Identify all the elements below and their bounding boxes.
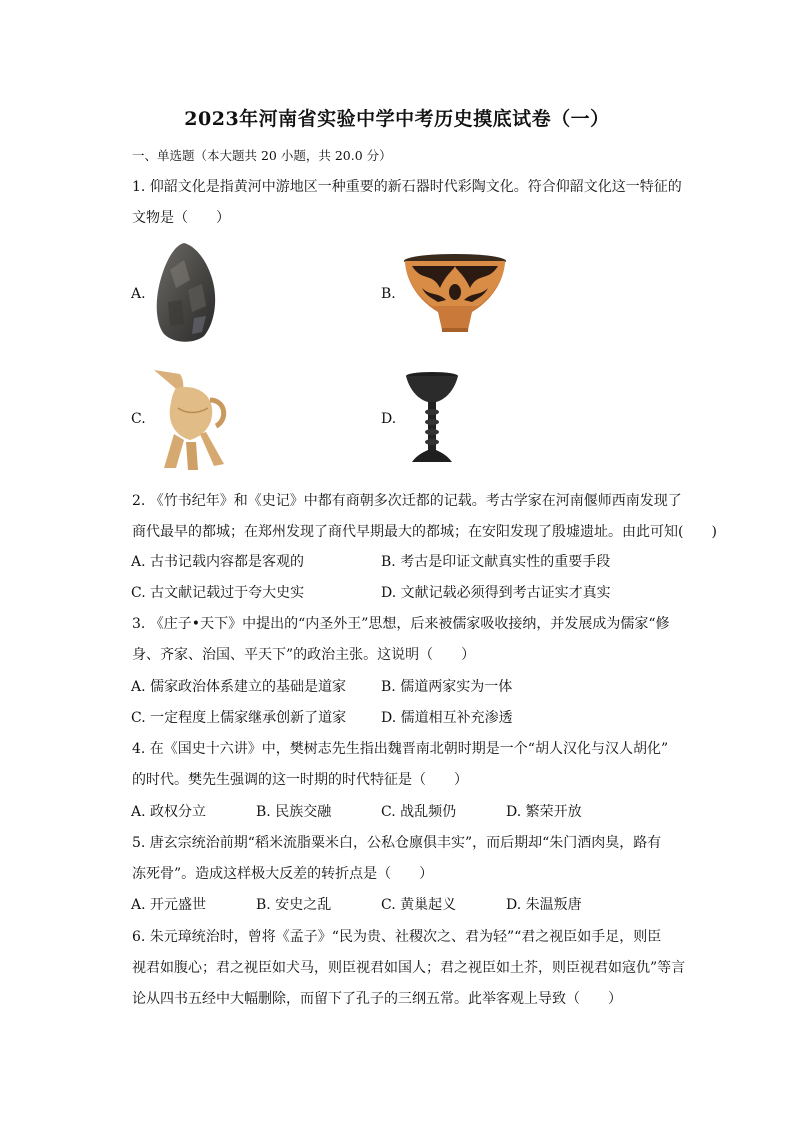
- q4-stem-line2: 的时代。樊先生强调的这一时期的时代特征是（ ）: [132, 772, 468, 788]
- q2-option-a[interactable]: A. 古书记载内容都是客观的: [131, 554, 305, 570]
- q3-stem-line1: 3. 《庄子•天下》中提出的“内圣外王”思想，后来被儒家吸收接纳，并发展成为儒家“修: [132, 616, 670, 632]
- q2-stem-line2: 商代最早的都城；在郑州发现了商代早期最大的都城；在安阳发现了殷墟遗址。由此可知( ): [132, 524, 717, 540]
- q3-option-c[interactable]: C. 一定程度上儒家继承创新了道家: [131, 710, 347, 726]
- q3-stem-line2: 身、齐家、治国、平天下”的政治主张。这说明（ ）: [132, 647, 476, 663]
- painted-pottery-basin-image: [402, 252, 508, 334]
- q2-stem-line1: 2. 《竹书纪年》和《史记》中都有商朝多次迁都的记载。考古学家在河南偃师西南发现了: [132, 493, 682, 509]
- pottery-gui-image: [150, 364, 232, 472]
- q2-option-c[interactable]: C. 古文献记载过于夸大史实: [131, 585, 305, 601]
- q1-option-c-label[interactable]: C.: [131, 411, 146, 427]
- q4-option-d[interactable]: D. 繁荣开放: [506, 804, 582, 820]
- q1-stem-line2: 文物是（ ）: [132, 210, 230, 226]
- q6-stem-line1: 6. 朱元璋统治时，曾将《孟子》“民为贵、社稷次之、君为轻”“君之视臣如手足，则臣: [132, 929, 662, 945]
- q3-option-a[interactable]: A. 儒家政治体系建立的基础是道家: [131, 679, 347, 695]
- q4-option-b[interactable]: B. 民族交融: [256, 804, 332, 820]
- q2-option-b[interactable]: B. 考古是印证文献真实性的重要手段: [381, 554, 611, 570]
- q4-option-a[interactable]: A. 政权分立: [131, 804, 207, 820]
- q5-option-a[interactable]: A. 开元盛世: [131, 897, 207, 913]
- q4-stem-line1: 4. 在《国史十六讲》中，樊树志先生指出魏晋南北朝时期是一个“胡人汉化与汉人胡化”: [132, 741, 669, 757]
- q5-stem-line1: 5. 唐玄宗统治前期“稻米流脂粟米白，公私仓廪俱丰实”，而后期却“朱门酒肉臭，路有: [132, 835, 662, 851]
- q1-option-a-label[interactable]: A.: [131, 286, 146, 302]
- q6-stem-line3: 论从四书五经中大幅删除，而留下了孔子的三纲五常。此举客观上导致（ ）: [132, 991, 622, 1007]
- q5-stem-line2: 冻死骨”。造成这样极大反差的转折点是（ ）: [132, 866, 434, 882]
- q5-option-c[interactable]: C. 黄巢起义: [381, 897, 457, 913]
- stone-tool-image: [150, 240, 220, 346]
- exam-title: 2023年河南省实验中学中考历史摸底试卷（一）: [184, 108, 610, 130]
- q1-stem-line1: 1. 仰韶文化是指黄河中游地区一种重要的新石器时代彩陶文化。符合仰韶文化这一特征的: [132, 179, 682, 195]
- q5-option-b[interactable]: B. 安史之乱: [256, 897, 332, 913]
- q1-option-b-label[interactable]: B.: [381, 286, 396, 302]
- q1-option-d-label[interactable]: D.: [381, 411, 397, 427]
- q5-option-d[interactable]: D. 朱温叛唐: [506, 897, 582, 913]
- section-heading: 一、单选题（本大题共 20 小题，共 20.0 分）: [132, 148, 392, 163]
- q3-option-b[interactable]: B. 儒道两家实为一体: [381, 679, 513, 695]
- q6-stem-line2: 视君如腹心；君之视臣如犬马，则臣视君如国人；君之视臣如土芥，则臣视君如寇仇”等言: [132, 960, 686, 976]
- q2-option-d[interactable]: D. 文献记载必须得到考古证实才真实: [381, 585, 611, 601]
- q3-option-d[interactable]: D. 儒道相互补充渗透: [381, 710, 513, 726]
- q4-option-c[interactable]: C. 战乱频仍: [381, 804, 457, 820]
- black-pottery-stem-cup-image: [404, 370, 460, 466]
